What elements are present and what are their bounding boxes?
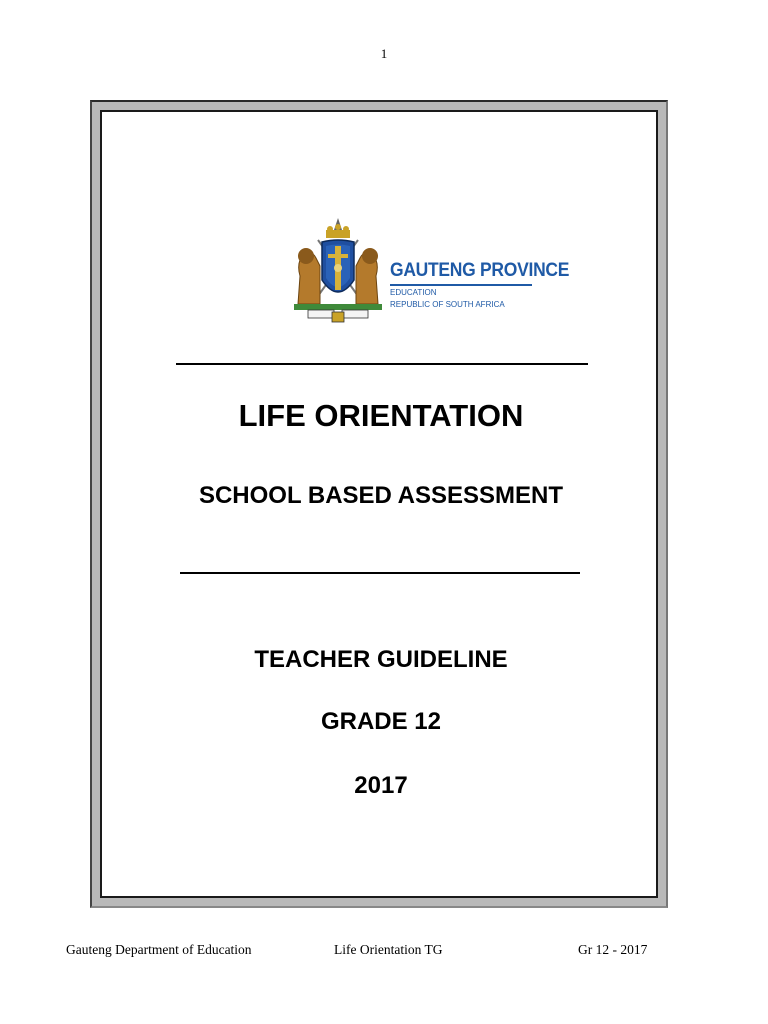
document-title: LIFE ORIENTATION (238, 398, 524, 433)
grade-label: GRADE 12 (320, 708, 442, 735)
footer-subject: Life Orientation TG (334, 942, 443, 957)
divider-bottom (180, 572, 580, 574)
logo-divider (390, 284, 532, 286)
document-type: TEACHER GUIDELINE (254, 646, 508, 673)
logo-subtitle-country: REPUBLIC OF SOUTH AFRICA (390, 300, 505, 309)
cover-panel (100, 110, 658, 898)
year-label: 2017 (354, 772, 408, 799)
logo-title: GAUTENG PROVINCE (390, 260, 570, 281)
divider-top (176, 363, 588, 365)
page-number: 1 (380, 46, 388, 61)
footer-grade-year: Gr 12 - 2017 (578, 942, 648, 957)
coat-of-arms-icon (288, 216, 388, 324)
cover-frame (90, 100, 668, 908)
footer-department: Gauteng Department of Education (66, 942, 252, 957)
document-subtitle: SCHOOL BASED ASSESSMENT (198, 482, 564, 509)
logo-subtitle-education: EDUCATION (390, 288, 437, 297)
gauteng-logo (288, 216, 570, 326)
